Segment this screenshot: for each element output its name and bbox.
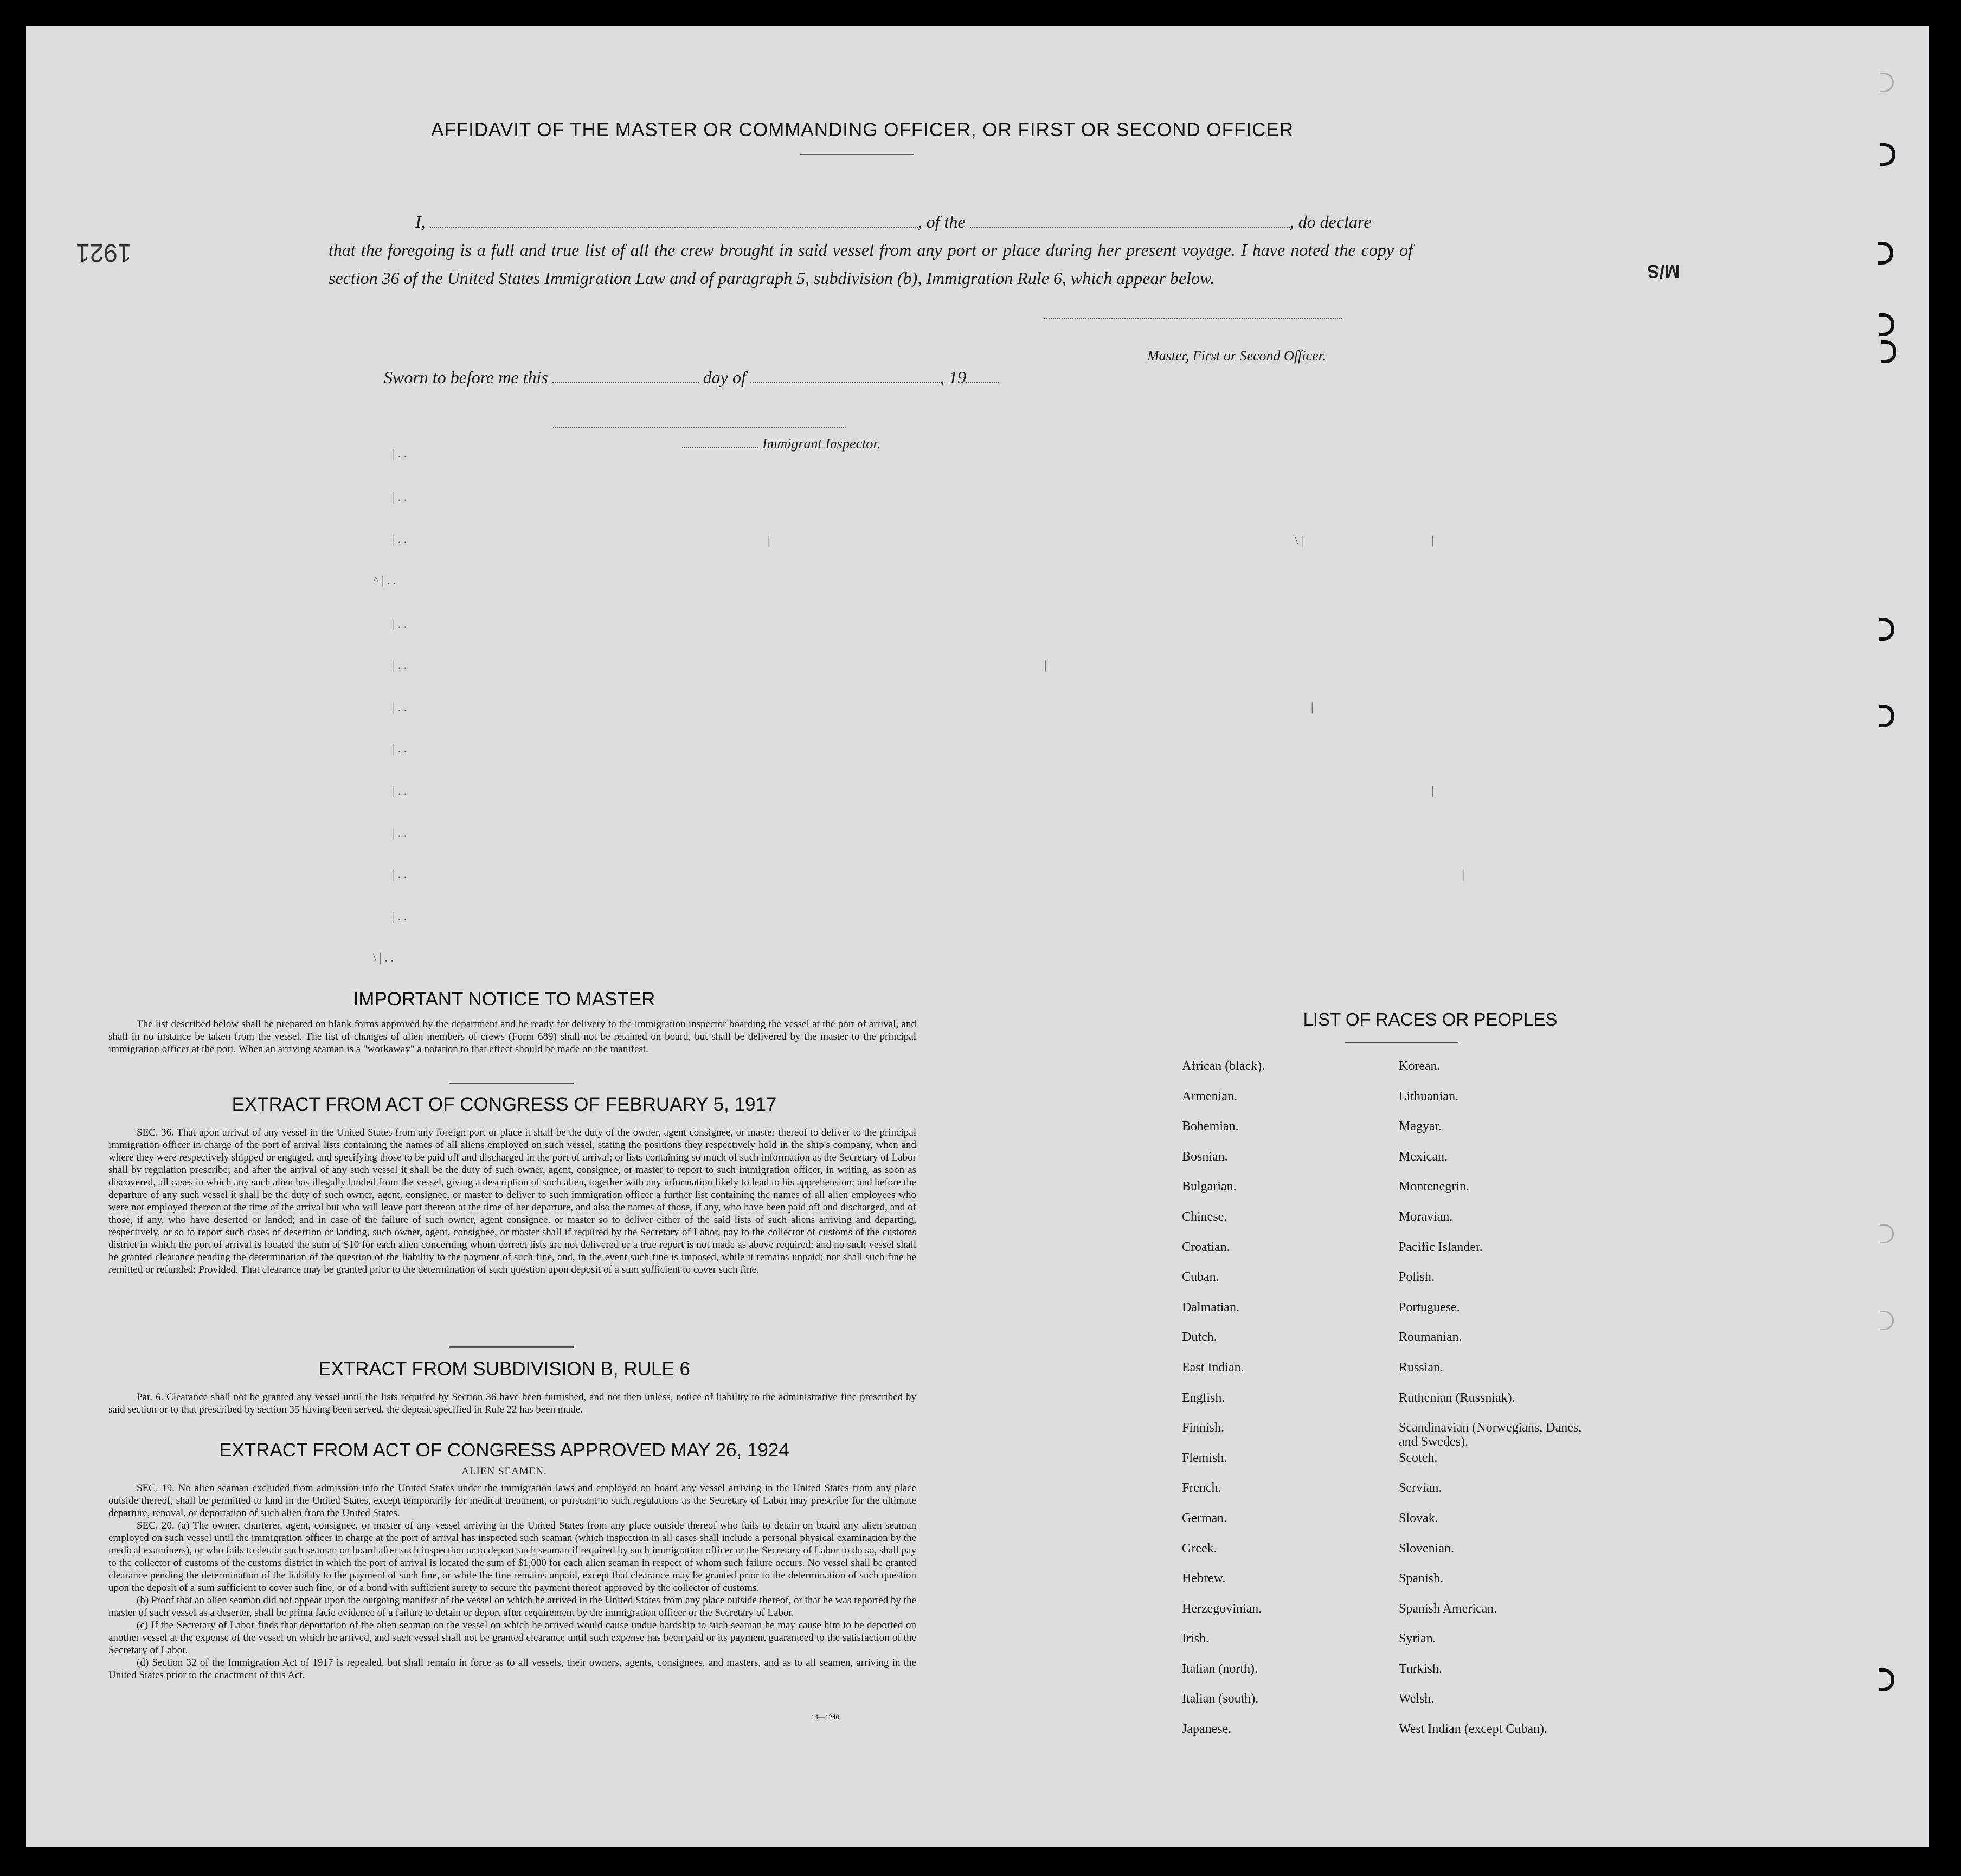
title-divider: [800, 154, 914, 155]
sworn-month-blank[interactable]: [750, 382, 940, 383]
race-item: Cuban.: [1182, 1270, 1219, 1285]
extract-1917-divider: [449, 1346, 574, 1348]
race-item: Mexican.: [1399, 1149, 1448, 1164]
race-item: Roumanian.: [1399, 1330, 1462, 1345]
affidavit-body: [329, 208, 1413, 292]
notice-text: The list described below shall be prepared on blank forms approved by the department and be ready for delivery to the immigration inspector boarding the vessel at the port of arrival, and shall in no instance be taken from the vessel. The list of changes of alien members of crews (Form 689) shall not be retained on board, but shall be delivered by the master to the principal immigration officer at the port. When an arriving seaman is a "workaway" a notation to that effect should be made on the manifest.: [108, 1018, 916, 1055]
binder-ring-icon: [1879, 313, 1894, 336]
affidavit-title: AFFIDAVIT OF THE MASTER OR COMMANDING OFFICER, OR FIRST OR SECOND OFFICER: [430, 119, 1294, 140]
binder-ring-icon: [1880, 1311, 1894, 1330]
race-item: African (black).: [1182, 1059, 1265, 1073]
race-item: Korean.: [1399, 1059, 1441, 1073]
race-item: Italian (north).: [1182, 1661, 1258, 1676]
extract-1917-title: EXTRACT FROM ACT OF CONGRESS OF FEBRUARY 5, 1917: [232, 1094, 777, 1115]
race-item: Moravian.: [1399, 1209, 1453, 1224]
affidavit-declaration-line: [329, 208, 1413, 236]
sec19-text: SEC. 19. No alien seaman excluded from admission into the United States under the immigration laws and employed on board any vessel arriving in the United States from any place outside thereof, shall be permitted to land in the United States, except temporarily for medical treatment, or pursuant to such regulations as the Secretary of Labor may prescribe for the ultimate departure, renoval, or deportation of such alien from the United States.: [108, 1482, 916, 1519]
notice-title: IMPORTANT NOTICE TO MASTER: [353, 989, 655, 1010]
extract-1917-text: SEC. 36. That upon arrival of any vessel in the United States from any foreign port or place it shall be the duty of the owner, agent consignee, or master thereof to deliver to the principal immigration officer in charge of the port of arrival lists containing the names of all aliens employed on such vessel, stating the positions they respectively hold in the ship's company, when and where they were respectively shipped or engaged, and specifying those to be paid off and discharged in the port of arrival; or lists containing so much of such information as the Secretary of Labor shall by regulation prescribe; and after the arrival of any such vessel it shall be the duty of such owner, agent, consignee, or master to report to such immigration officer, in writing, as soon as discovered, all cases in which any such alien has illegally landed from the vessel, giving a description of such alien, together with any information likely to lead to his apprehension; and before the departure of any such vessel it shall be the duty of such owner, agent, consignee, or master to deliver to such immigration officer a further list containing the names of all alien employees who were not employed thereon at the time of the arrival but who will leave port thereon at the time of her departure, and also the names of those, if any, who have been paid off and discharged, and of those, if any, who have deserted or landed; and in case of the failure of such owner, agent consignee, or master so to deliver either of the said lists of such aliens arriving and departing, respectively, or so to report such cases of desertion or landing, such owner, agent, consignee, or master shall if required by the Secretary of Labor, pay to the collector of customs of the customs district in which the port of arrival is located the sum of $10 for each alien concerning whom correct lists are not delivered or a true report is not made as above required; and no such vessel shall be granted clearance pending the determination of the question of the liability to the payment of such fine, and, in the event such fine is imposed, while it remains unpaid; nor shall such fine be remitted or refunded: Provided, That clearance may be granted prior to the determination of such question upon deposit of a sum sufficient to cover such fine.: [108, 1127, 916, 1275]
races-left-column: [1182, 1059, 1399, 1752]
race-item: Pacific Islander.: [1399, 1240, 1483, 1254]
sec20b-text: (b) Proof that an alien seaman did not appear upon the outgoing manifest of the vessel on which he arrived in the United States from any place outside thereof, or that he was reported by the master of such vessel as a deserter, shall be prima facie evidence of a failure to detain or deport after requirement by the immigration officer or the Secretary of Labor.: [108, 1595, 916, 1619]
race-item: Bohemian.: [1182, 1119, 1239, 1134]
binder-ring-icon: [1878, 242, 1893, 265]
race-item: Scandinavian (Norwegians, Danes, and Swedes).: [1399, 1421, 1582, 1449]
race-item: Japanese.: [1182, 1722, 1232, 1737]
sworn-year-blank[interactable]: [966, 382, 999, 383]
race-item: Polish.: [1399, 1270, 1435, 1285]
notice-divider: [449, 1083, 574, 1084]
race-item: Irish.: [1182, 1632, 1209, 1646]
race-item: East Indian.: [1182, 1360, 1244, 1375]
sworn-day-blank[interactable]: [552, 382, 699, 383]
race-item: Slovenian.: [1399, 1541, 1454, 1556]
sworn-day-of: day of: [703, 368, 746, 387]
race-item: West Indian (except Cuban).: [1399, 1722, 1547, 1737]
signature-blank[interactable]: [1044, 318, 1342, 319]
binder-ring-icon: [1881, 340, 1896, 363]
sworn-year: , 19: [940, 368, 966, 387]
right-margin-note: M/S: [1647, 261, 1680, 281]
sworn-line: [384, 368, 999, 388]
race-item: Spanish American.: [1399, 1601, 1497, 1616]
race-item: Magyar.: [1399, 1119, 1442, 1134]
binder-ring-icon: [1879, 705, 1894, 727]
affidavit-i: I,: [415, 212, 426, 231]
extract-1924-body: [108, 1482, 916, 1681]
race-item: Croatian.: [1182, 1240, 1230, 1254]
race-item: German.: [1182, 1511, 1227, 1525]
affidavit-of-the: , of the: [917, 212, 966, 231]
race-item: Ruthenian (Russniak).: [1399, 1390, 1515, 1405]
race-item: Scotch.: [1399, 1450, 1438, 1465]
name-blank[interactable]: [430, 227, 918, 228]
binder-ring-icon: [1880, 143, 1895, 166]
inspector-signature-blank[interactable]: [553, 427, 846, 428]
race-item: Armenian.: [1182, 1089, 1237, 1104]
sec20c-text: (c) If the Secretary of Labor finds that deportation of the alien seaman on the vessel on which he arrived would cause undue hardship to such seaman he may cause him to be deported on another vessel at the expense of the vessel on which he arrived, and such vessel shall not be granted clearance until such expense has been paid or its payment guaranteed to the satisfaction of the Secretary of Labor.: [108, 1620, 916, 1656]
race-item: Syrian.: [1399, 1632, 1436, 1646]
races-divider: [1345, 1042, 1458, 1043]
inspector-label-text: Immigrant Inspector.: [762, 436, 881, 452]
affidavit-declare: , do declare: [1289, 212, 1372, 231]
form-number: 14—1240: [811, 1713, 839, 1721]
races-title: LIST OF RACES OR PEOPLES: [1303, 1009, 1558, 1029]
race-item: Welsh.: [1399, 1692, 1435, 1706]
race-item: Dalmatian.: [1182, 1300, 1239, 1314]
race-item: Finnish.: [1182, 1421, 1225, 1435]
form-sheet: AFFIDAVIT OF THE MASTER OR COMMANDING OFFICER, OR FIRST OR SECOND OFFICER I, , of the , do declare that the foregoing is a full and true list of all the crew brought in said vessel from any port or place during her present voyage. I have noted the copy of section 36 of the United States Immigration Law and of paragraph 5, subdivision (b), Immigration Rule 6, which appear below. Master, First or Second Officer. Sworn to before me this day of , 19 Immigrant Inspector. | . . | . . | . . ^ | . . | . . | . . | . . | . . | . . | . . | . . | . . \ | . . \ | | | | | | | IMPORTANT NOTICE TO MASTER The list described below shall be prepared on blank forms approved by the department and be ready for delivery to the immigration inspector boarding the vessel at the port of arrival, and shall in no instance be taken from the vessel. The list of changes of alien members of crews (Form 689) shall not be retained on board, but shall be delivered by the master to the principal immigration officer at the port. When an arriving seaman is a "workaway" a notation to that effect should be made on the manifest. EXTRACT FROM ACT OF CONGRESS OF FEBRUARY 5, 1917 SEC. 36. That upon arrival of any vessel in the United States from any foreign port or place it shall be the duty of the owner, agent consignee, or master thereof to deliver to the principal immigration officer in charge of the port of arrival lists containing the names of all aliens employed on such vessel, stating the positions they respectively hold in the ship's company, when and where they were respectively shipped or engaged, and specifying those to be paid off and discharged in the port of arrival; or lists containing so much of such information as the Secretary of Labor shall by regulation prescribe; and after the arrival of any such vessel it shall be the duty of such owner, agent, consignee, or master to report to such immigration officer, in writing, as soon as discovered, all cases in which any such alien has illegally landed from the vessel, giving a description of such alien, together with any information likely to lead to his apprehension; and before the departure of any such vessel it shall be the duty of such owner, agent, consignee, or master to deliver to such immigration officer a further list containing the names of all alien employees who were not employed thereon at the time of the arrival but who will leave port thereon at the time of her departure, and also the names of those, if any, who have been paid off and discharged, and of those, if any, who have deserted or landed; and in case of the failure of such owner, agent consignee, or master so to deliver either of the said lists of such aliens arriving and departing, respectively, or so to report such cases of desertion or landing, such owner, agent, consignee, or master shall if required by the Secretary of Labor, pay to the collector of customs of the customs district in which the port of arrival is located the sum of $10 for each alien concerning whom correct lists are not delivered or a true report is not made as above required; and no such vessel shall be granted clearance pending the determination of the question of the liability to the payment of such fine, and, in the event such fine is imposed, while it remains unpaid; nor shall such fine be remitted or refunded: Provided, That clearance may be granted prior to the determination of such question upon deposit of a sum sufficient to cover such fine. EXTRACT FROM SUBDIVISION B, RULE 6 Par. 6. Clearance shall not be granted any vessel until the lists required by Section 36 have been furnished, and not then unless, notice of liability to the administrative fine prescribed by said section or to that prescribed by section 35 having been served, the deposit specified in Rule 22 has been made. EXTRACT FROM ACT OF CONGRESS APPROVED MAY 26, 1924 ALIEN SEAMEN. SEC. 19. No alien seaman excluded from admission into the United States under the immigration laws and employed on board any vessel arriving in the United States from any place outside thereof, shall be permitted to land in the United States, except temporarily for medical treatment, or pursuant to such regulations as the Secretary of Labor may prescribe for the ultimate departure, renoval, or deportation of such alien from the United States. SEC. 20. (a) The owner, charterer, agent, consignee, or master of any vessel arriving in the United States from any place outside thereof who fails to detain on board any alien seaman employed on such vessel until the immigration officer in charge at the port of arrival has inspected such seaman (which inspection in all cases shall include a personal physical examination by the medical examiners), or who fails to detain such seaman on board after such inspection or to deport such seaman if required by such immigration officer or the Secretary of Labor to do so, shall pay to the collector of customs of the customs district in which the port of arrival is located the sum of $1,000 for each alien seaman in respect of whom such failure occurs. No vessel shall be granted clearance pending the determination of the liability to the payment of such fine, or while the fine remains unpaid, except that clearance may be granted prior to the determination of such question upon the deposit of a sum sufficient to cover such fine, or of a bond with sufficient surety to secure the payment thereof approved by the collector of customs. (b) Proof that an alien seaman did not appear upon the outgoing manifest of the vessel on which he arrived in the United States from any place outside thereof, or that he was reported by the master of such vessel as a deserter, shall be prima facie evidence of a failure to detain or deport after requirement by the immigration officer or the Secretary of Labor. (c) If the Secretary of Labor finds that deportation of the alien seaman on the vessel on which he arrived would cause undue hardship to such seaman he may cause him to be deported on another vessel at the expense of the vessel on which he arrived, and such vessel shall not be granted clearance until such expense has been paid or its payment guaranteed to the satisfaction of the Secretary of Labor. (d) Section 32 of the Immigration Act of 1917 is repealed, but shall remain in force as to all vessels, their owners, agents, consignees, and masters, and as to all seamen, arriving in the United States prior to the enactment of this Act. 14—1240 LIST OF RACES OR PEOPLES African (black). Armenian. Bohemian. Bosnian. Bulgarian. Chinese. Croatian. Cuban. Dalmatian. Dutch. East Indian. English. Finnish. Flemish. French. German. Greek. Hebrew. Herzegovinian. Irish. Italian (north). Italian (south). Japanese. Korean. Lithuanian. Magyar. Mexican. Montenegrin. Moravian. Pacific Islander. Polish. Portuguese. Roumanian. Russian. Ruthenian (Russniak). Scandinavian (Norwegians, Danes, and Swedes). Scotch. Servian. Slovak. Slovenian. Spanish. Spanish American. Syrian. Turkish. Welsh. West Indian (except Cuban). 1921 M/S: [26, 26, 1929, 1847]
sec20a-text: SEC. 20. (a) The owner, charterer, agent, consignee, or master of any vessel arriving in the United States from any place outside thereof who fails to detain on board any alien seaman employed on such vessel until the immigration officer in charge at the port of arrival has inspected such seaman (which inspection in all cases shall include a personal physical examination by the medical examiners), or who fails to detain such seaman on board after such inspection or to deport such seaman if required by such immigration officer or the Secretary of Labor to do so, shall pay to the collector of customs of the customs district in which the port of arrival is located the sum of $1,000 for each alien seaman in respect of whom such failure occurs. No vessel shall be granted clearance pending the determination of the liability to the payment of such fine, or while the fine remains unpaid, except that clearance may be granted prior to the determination of such question upon the deposit of a sum sufficient to cover such fine, or of a bond with sufficient surety to secure the payment thereof approved by the collector of customs.: [108, 1520, 916, 1594]
race-item: Slovak.: [1399, 1511, 1438, 1525]
race-item: Spanish.: [1399, 1571, 1444, 1586]
race-item: Chinese.: [1182, 1209, 1227, 1224]
race-item: Lithuanian.: [1399, 1089, 1458, 1104]
race-item: Greek.: [1182, 1541, 1217, 1556]
races-right-column: [1399, 1059, 1626, 1752]
race-item: Bosnian.: [1182, 1149, 1228, 1164]
alien-seamen-subtitle: ALIEN SEAMEN.: [461, 1466, 547, 1477]
race-item: Hebrew.: [1182, 1571, 1226, 1586]
sec20d-text: (d) Section 32 of the Immigration Act of 1917 is repealed, but shall remain in force as to all vessels, their owners, agents, consignees, and masters, and as to all seamen, arriving in the United States prior to the enactment of this Act.: [108, 1657, 916, 1681]
vessel-blank[interactable]: [970, 227, 1290, 228]
race-item: Bulgarian.: [1182, 1179, 1237, 1194]
rule6-text: Par. 6. Clearance shall not be granted any vessel until the lists required by Section 36 have been furnished, and not then unless, notice of liability to the administrative fine prescribed by said section or to that prescribed by section 35 having been served, the deposit specified in Rule 22 has been made.: [108, 1391, 916, 1415]
binder-ring-icon: [1879, 1668, 1894, 1691]
sworn-prefix: Sworn to before me this: [384, 368, 548, 387]
signature-label: Master, First or Second Officer.: [1147, 348, 1326, 364]
left-stamp-number: 1921: [76, 239, 132, 267]
binder-ring-icon: [1880, 73, 1894, 92]
race-item: Turkish.: [1399, 1661, 1442, 1676]
affidavit-text: that the foregoing is a full and true list of all the crew brought in said vessel from any port or place during her present voyage. I have noted the copy of section 36 of the United States Immigration Law and of paragraph 5, subdivision (b), Immigration Rule 6, which appear below.: [329, 240, 1413, 288]
rule6-title: EXTRACT FROM SUBDIVISION B, RULE 6: [318, 1358, 690, 1379]
race-item: Montenegrin.: [1399, 1179, 1469, 1194]
race-item: Herzegovinian.: [1182, 1601, 1262, 1616]
binder-ring-icon: [1880, 1224, 1894, 1243]
race-item: English.: [1182, 1390, 1225, 1405]
race-item: Dutch.: [1182, 1330, 1217, 1345]
inspector-label: [682, 436, 880, 452]
race-item: Servian.: [1399, 1481, 1442, 1495]
race-item: Portuguese.: [1399, 1300, 1460, 1314]
extract-1924-title: EXTRACT FROM ACT OF CONGRESS APPROVED MAY 26, 1924: [219, 1440, 789, 1461]
race-item: Italian (south).: [1182, 1692, 1259, 1706]
race-item: Russian.: [1399, 1360, 1444, 1375]
race-item: Flemish.: [1182, 1450, 1227, 1465]
race-item: French.: [1182, 1481, 1221, 1495]
binder-ring-icon: [1879, 618, 1894, 641]
